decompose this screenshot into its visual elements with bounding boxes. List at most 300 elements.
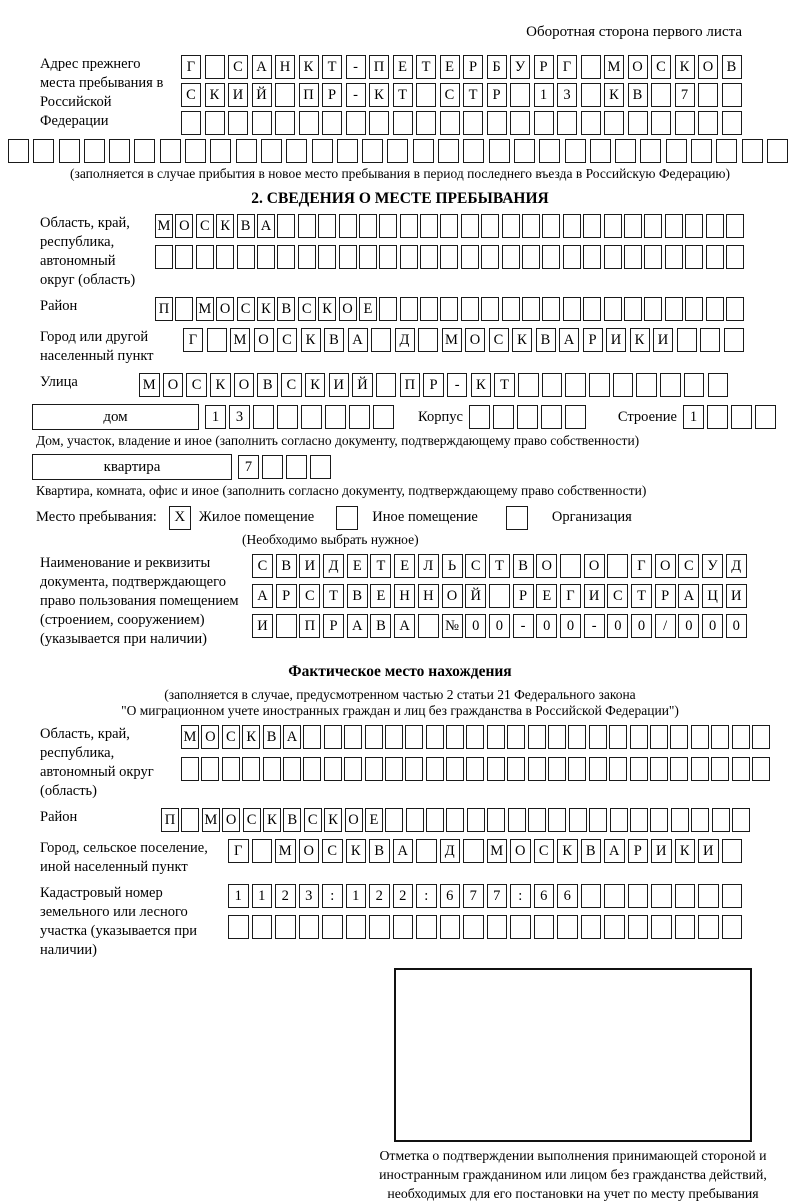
char-cell[interactable]: П — [161, 808, 179, 832]
char-cell[interactable]: Е — [394, 554, 415, 578]
char-cell[interactable] — [277, 405, 298, 429]
char-cell[interactable] — [205, 55, 225, 79]
char-cell[interactable] — [201, 757, 219, 781]
char-cell[interactable] — [318, 214, 336, 238]
char-cell[interactable] — [84, 139, 105, 163]
char-cell[interactable]: / — [655, 614, 676, 638]
char-cell[interactable]: М — [139, 373, 160, 397]
char-cell[interactable]: С — [465, 554, 486, 578]
char-cell[interactable] — [344, 757, 362, 781]
char-cell[interactable] — [426, 725, 444, 749]
char-cell[interactable] — [385, 757, 403, 781]
char-cell[interactable]: 0 — [465, 614, 486, 638]
char-cell[interactable] — [675, 111, 695, 135]
char-cell[interactable] — [467, 808, 485, 832]
char-cell[interactable]: 2 — [275, 884, 296, 908]
char-cell[interactable]: С — [281, 373, 302, 397]
char-cell[interactable]: К — [318, 297, 336, 321]
char-cell[interactable] — [752, 757, 770, 781]
char-cell[interactable]: С — [298, 297, 316, 321]
char-cell[interactable] — [469, 405, 490, 429]
char-cell[interactable]: П — [299, 83, 319, 107]
char-cell[interactable] — [400, 297, 418, 321]
char-cell[interactable] — [365, 725, 383, 749]
char-cell[interactable]: О — [655, 554, 676, 578]
char-cell[interactable]: А — [348, 328, 368, 352]
char-cell[interactable] — [325, 405, 346, 429]
char-cell[interactable] — [481, 214, 499, 238]
char-cell[interactable] — [604, 915, 625, 939]
char-cell[interactable] — [446, 757, 464, 781]
char-cell[interactable] — [299, 111, 319, 135]
char-cell[interactable] — [481, 297, 499, 321]
char-cell[interactable]: Е — [536, 584, 557, 608]
char-cell[interactable]: К — [675, 839, 696, 863]
char-cell[interactable]: А — [678, 584, 699, 608]
char-cell[interactable] — [609, 757, 627, 781]
char-cell[interactable] — [416, 839, 437, 863]
char-cell[interactable] — [542, 245, 560, 269]
char-cell[interactable] — [387, 139, 408, 163]
char-cell[interactable] — [155, 245, 173, 269]
char-cell[interactable]: 1 — [346, 884, 367, 908]
char-cell[interactable] — [487, 808, 505, 832]
char-cell[interactable] — [732, 757, 750, 781]
char-cell[interactable] — [670, 725, 688, 749]
char-cell[interactable] — [418, 614, 439, 638]
char-cell[interactable] — [583, 214, 601, 238]
char-cell[interactable]: 1 — [683, 405, 704, 429]
char-cell[interactable] — [59, 139, 80, 163]
char-cell[interactable]: В — [513, 554, 534, 578]
char-cell[interactable]: К — [205, 83, 225, 107]
char-cell[interactable]: 0 — [607, 614, 628, 638]
char-cell[interactable] — [722, 83, 742, 107]
char-cell[interactable] — [722, 111, 742, 135]
char-cell[interactable]: 0 — [726, 614, 747, 638]
char-cell[interactable] — [487, 757, 505, 781]
char-cell[interactable] — [651, 111, 671, 135]
char-cell[interactable]: К — [216, 214, 234, 238]
char-cell[interactable] — [755, 405, 776, 429]
char-cell[interactable]: С — [228, 55, 248, 79]
char-cell[interactable] — [732, 808, 750, 832]
char-cell[interactable] — [262, 455, 283, 479]
char-cell[interactable] — [665, 297, 683, 321]
char-cell[interactable]: Д — [440, 839, 461, 863]
char-cell[interactable] — [677, 328, 697, 352]
char-cell[interactable]: Л — [418, 554, 439, 578]
char-cell[interactable]: Н — [418, 584, 439, 608]
char-cell[interactable]: В — [277, 297, 295, 321]
char-cell[interactable]: А — [393, 839, 414, 863]
char-cell[interactable] — [685, 214, 703, 238]
char-cell[interactable]: Р — [534, 55, 554, 79]
char-cell[interactable]: О — [234, 373, 255, 397]
char-cell[interactable]: С — [299, 584, 320, 608]
char-cell[interactable] — [615, 139, 636, 163]
char-cell[interactable]: 6 — [557, 884, 578, 908]
char-cell[interactable] — [379, 297, 397, 321]
char-cell[interactable] — [522, 245, 540, 269]
char-cell[interactable] — [726, 297, 744, 321]
char-cell[interactable]: Е — [365, 808, 383, 832]
char-cell[interactable]: Р — [655, 584, 676, 608]
char-cell[interactable] — [322, 915, 343, 939]
char-cell[interactable] — [630, 808, 648, 832]
char-cell[interactable] — [263, 757, 281, 781]
char-cell[interactable] — [589, 808, 607, 832]
char-cell[interactable]: С — [181, 83, 201, 107]
char-cell[interactable]: Г — [183, 328, 203, 352]
char-cell[interactable]: В — [257, 373, 278, 397]
char-cell[interactable] — [698, 111, 718, 135]
char-cell[interactable]: С — [237, 297, 255, 321]
char-cell[interactable] — [630, 725, 648, 749]
char-cell[interactable]: 0 — [631, 614, 652, 638]
char-cell[interactable] — [675, 884, 696, 908]
char-cell[interactable] — [160, 139, 181, 163]
char-cell[interactable] — [413, 139, 434, 163]
char-cell[interactable]: 0 — [489, 614, 510, 638]
char-cell[interactable]: В — [581, 839, 602, 863]
char-cell[interactable]: К — [630, 328, 650, 352]
char-cell[interactable]: И — [228, 83, 248, 107]
char-cell[interactable]: Т — [323, 584, 344, 608]
char-cell[interactable] — [698, 884, 719, 908]
char-cell[interactable]: 1 — [228, 884, 249, 908]
char-cell[interactable]: Р — [276, 584, 297, 608]
char-cell[interactable] — [175, 297, 193, 321]
char-cell[interactable] — [344, 725, 362, 749]
char-cell[interactable] — [236, 139, 257, 163]
char-cell[interactable] — [440, 297, 458, 321]
char-cell[interactable] — [628, 884, 649, 908]
char-cell[interactable] — [303, 725, 321, 749]
char-cell[interactable]: И — [698, 839, 719, 863]
char-cell[interactable] — [589, 373, 610, 397]
char-cell[interactable]: С — [304, 808, 322, 832]
char-cell[interactable] — [510, 111, 530, 135]
char-cell[interactable] — [440, 915, 461, 939]
char-cell[interactable] — [731, 405, 752, 429]
char-cell[interactable]: 7 — [463, 884, 484, 908]
char-cell[interactable]: Й — [465, 584, 486, 608]
char-cell[interactable]: О — [442, 584, 463, 608]
char-cell[interactable]: Р — [628, 839, 649, 863]
char-cell[interactable]: Т — [489, 554, 510, 578]
char-cell[interactable]: К — [257, 297, 275, 321]
char-cell[interactable]: С — [252, 554, 273, 578]
char-cell[interactable] — [181, 808, 199, 832]
char-cell[interactable]: С — [196, 214, 214, 238]
char-cell[interactable] — [400, 214, 418, 238]
char-cell[interactable]: О — [222, 808, 240, 832]
char-cell[interactable] — [446, 808, 464, 832]
char-cell[interactable]: М — [275, 839, 296, 863]
char-cell[interactable] — [581, 915, 602, 939]
char-cell[interactable] — [385, 725, 403, 749]
char-cell[interactable]: Е — [359, 297, 377, 321]
char-cell[interactable]: О — [201, 725, 219, 749]
char-cell[interactable] — [276, 614, 297, 638]
char-cell[interactable] — [651, 884, 672, 908]
char-cell[interactable] — [416, 915, 437, 939]
char-cell[interactable] — [607, 554, 628, 578]
char-cell[interactable] — [660, 373, 681, 397]
char-cell[interactable] — [581, 884, 602, 908]
char-cell[interactable]: В — [722, 55, 742, 79]
char-cell[interactable]: К — [604, 83, 624, 107]
char-cell[interactable] — [252, 915, 273, 939]
char-cell[interactable] — [507, 725, 525, 749]
char-cell[interactable]: Т — [463, 83, 483, 107]
char-cell[interactable] — [651, 83, 671, 107]
char-cell[interactable]: 6 — [440, 884, 461, 908]
char-cell[interactable] — [487, 725, 505, 749]
char-cell[interactable] — [312, 139, 333, 163]
char-cell[interactable] — [624, 245, 642, 269]
char-cell[interactable]: В — [369, 839, 390, 863]
char-cell[interactable] — [700, 328, 720, 352]
char-cell[interactable]: С — [186, 373, 207, 397]
char-cell[interactable] — [541, 405, 562, 429]
char-cell[interactable]: Р — [583, 328, 603, 352]
char-cell[interactable] — [493, 405, 514, 429]
char-cell[interactable]: В — [628, 83, 648, 107]
char-cell[interactable] — [440, 214, 458, 238]
char-cell[interactable] — [298, 245, 316, 269]
char-cell[interactable]: Р — [323, 614, 344, 638]
char-cell[interactable]: И — [726, 584, 747, 608]
char-cell[interactable]: М — [181, 725, 199, 749]
char-cell[interactable]: 7 — [487, 884, 508, 908]
char-cell[interactable]: О — [536, 554, 557, 578]
char-cell[interactable] — [665, 245, 683, 269]
char-cell[interactable] — [644, 245, 662, 269]
char-cell[interactable] — [322, 111, 342, 135]
char-cell[interactable] — [487, 111, 507, 135]
char-cell[interactable]: 2 — [369, 884, 390, 908]
char-cell[interactable]: И — [252, 614, 273, 638]
char-cell[interactable] — [628, 915, 649, 939]
char-cell[interactable]: В — [283, 808, 301, 832]
char-cell[interactable]: Д — [395, 328, 415, 352]
char-cell[interactable] — [604, 214, 622, 238]
char-cell[interactable]: М — [202, 808, 220, 832]
char-cell[interactable] — [346, 111, 366, 135]
char-cell[interactable]: Е — [440, 55, 460, 79]
char-cell[interactable] — [324, 757, 342, 781]
char-cell[interactable] — [205, 111, 225, 135]
char-cell[interactable]: К — [301, 328, 321, 352]
char-cell[interactable] — [339, 214, 357, 238]
char-cell[interactable]: Г — [181, 55, 201, 79]
char-cell[interactable]: 0 — [560, 614, 581, 638]
char-cell[interactable] — [502, 297, 520, 321]
char-cell[interactable] — [277, 214, 295, 238]
char-cell[interactable]: Р — [322, 83, 342, 107]
char-cell[interactable]: С — [489, 328, 509, 352]
char-cell[interactable] — [416, 111, 436, 135]
char-cell[interactable]: К — [263, 808, 281, 832]
char-cell[interactable] — [716, 139, 737, 163]
char-cell[interactable]: Р — [487, 83, 507, 107]
char-cell[interactable]: К — [324, 808, 342, 832]
char-cell[interactable] — [685, 297, 703, 321]
char-cell[interactable]: П — [155, 297, 173, 321]
char-cell[interactable]: Т — [416, 55, 436, 79]
char-cell[interactable] — [275, 915, 296, 939]
char-cell[interactable] — [196, 245, 214, 269]
char-cell[interactable]: Ь — [442, 554, 463, 578]
char-cell[interactable]: В — [347, 584, 368, 608]
char-cell[interactable]: Н — [394, 584, 415, 608]
char-cell[interactable]: № — [442, 614, 463, 638]
char-cell[interactable] — [640, 139, 661, 163]
char-cell[interactable] — [175, 245, 193, 269]
char-cell[interactable] — [650, 808, 668, 832]
char-cell[interactable] — [565, 405, 586, 429]
char-cell[interactable]: : — [510, 884, 531, 908]
char-cell[interactable] — [542, 214, 560, 238]
char-cell[interactable] — [369, 915, 390, 939]
char-cell[interactable] — [257, 245, 275, 269]
char-cell[interactable] — [691, 808, 709, 832]
char-cell[interactable]: О — [339, 297, 357, 321]
char-cell[interactable]: О — [163, 373, 184, 397]
char-cell[interactable] — [563, 214, 581, 238]
char-cell[interactable] — [650, 757, 668, 781]
char-cell[interactable] — [400, 245, 418, 269]
char-cell[interactable] — [706, 297, 724, 321]
char-cell[interactable] — [275, 83, 295, 107]
char-cell[interactable] — [426, 757, 444, 781]
char-cell[interactable] — [708, 373, 729, 397]
char-cell[interactable] — [583, 297, 601, 321]
char-cell[interactable]: 7 — [675, 83, 695, 107]
char-cell[interactable] — [393, 111, 413, 135]
char-cell[interactable]: А — [257, 214, 275, 238]
char-cell[interactable] — [376, 373, 397, 397]
char-cell[interactable]: К — [299, 55, 319, 79]
char-cell[interactable] — [252, 111, 272, 135]
char-cell[interactable]: О — [628, 55, 648, 79]
char-cell[interactable] — [461, 297, 479, 321]
char-cell[interactable]: О — [254, 328, 274, 352]
char-cell[interactable] — [706, 245, 724, 269]
char-cell[interactable]: О — [216, 297, 234, 321]
char-cell[interactable]: И — [299, 554, 320, 578]
char-cell[interactable] — [303, 757, 321, 781]
char-cell[interactable]: 2 — [393, 884, 414, 908]
char-cell[interactable]: - — [346, 83, 366, 107]
char-cell[interactable]: 0 — [678, 614, 699, 638]
char-cell[interactable] — [604, 111, 624, 135]
char-cell[interactable]: С — [651, 55, 671, 79]
char-cell[interactable] — [379, 245, 397, 269]
char-cell[interactable]: И — [584, 584, 605, 608]
char-cell[interactable] — [581, 55, 601, 79]
char-cell[interactable]: К — [675, 55, 695, 79]
char-cell[interactable]: С — [277, 328, 297, 352]
char-cell[interactable] — [489, 139, 510, 163]
char-cell[interactable]: В — [370, 614, 391, 638]
char-cell[interactable]: П — [400, 373, 421, 397]
char-cell[interactable] — [440, 245, 458, 269]
char-cell[interactable] — [379, 214, 397, 238]
char-cell[interactable] — [589, 725, 607, 749]
char-cell[interactable] — [299, 915, 320, 939]
char-cell[interactable] — [210, 139, 231, 163]
char-cell[interactable] — [502, 214, 520, 238]
char-cell[interactable]: : — [416, 884, 437, 908]
char-cell[interactable] — [670, 757, 688, 781]
char-cell[interactable] — [560, 554, 581, 578]
char-cell[interactable] — [349, 405, 370, 429]
char-cell[interactable] — [563, 297, 581, 321]
char-cell[interactable] — [528, 808, 546, 832]
char-cell[interactable] — [651, 915, 672, 939]
char-cell[interactable]: А — [252, 584, 273, 608]
char-cell[interactable] — [446, 725, 464, 749]
char-cell[interactable] — [568, 725, 586, 749]
char-cell[interactable]: У — [702, 554, 723, 578]
char-cell[interactable]: Р — [513, 584, 534, 608]
char-cell[interactable] — [487, 915, 508, 939]
char-cell[interactable] — [726, 214, 744, 238]
char-cell[interactable]: П — [369, 55, 389, 79]
char-cell[interactable] — [286, 139, 307, 163]
char-cell[interactable] — [557, 915, 578, 939]
char-cell[interactable] — [665, 214, 683, 238]
char-cell[interactable] — [369, 111, 389, 135]
char-cell[interactable] — [416, 83, 436, 107]
char-cell[interactable] — [528, 725, 546, 749]
char-cell[interactable] — [463, 111, 483, 135]
char-cell[interactable]: Г — [557, 55, 577, 79]
char-cell[interactable] — [726, 245, 744, 269]
char-cell[interactable] — [373, 405, 394, 429]
char-cell[interactable] — [732, 725, 750, 749]
char-cell[interactable] — [440, 111, 460, 135]
char-cell[interactable]: П — [299, 614, 320, 638]
char-cell[interactable] — [420, 214, 438, 238]
char-cell[interactable] — [624, 214, 642, 238]
char-cell[interactable] — [722, 915, 743, 939]
char-cell[interactable] — [406, 808, 424, 832]
char-cell[interactable] — [742, 139, 763, 163]
char-cell[interactable] — [581, 83, 601, 107]
char-cell[interactable] — [628, 111, 648, 135]
char-cell[interactable]: О — [584, 554, 605, 578]
char-cell[interactable]: 7 — [238, 455, 259, 479]
char-cell[interactable] — [590, 139, 611, 163]
char-cell[interactable]: С — [222, 725, 240, 749]
char-cell[interactable] — [589, 757, 607, 781]
char-cell[interactable]: К — [242, 725, 260, 749]
char-cell[interactable] — [711, 757, 729, 781]
char-cell[interactable] — [33, 139, 54, 163]
char-cell[interactable]: 3 — [299, 884, 320, 908]
char-cell[interactable] — [510, 83, 530, 107]
char-cell[interactable]: Й — [252, 83, 272, 107]
char-cell[interactable]: К — [512, 328, 532, 352]
char-cell[interactable] — [242, 757, 260, 781]
char-cell[interactable]: В — [263, 725, 281, 749]
char-cell[interactable] — [583, 245, 601, 269]
char-cell[interactable]: К — [346, 839, 367, 863]
